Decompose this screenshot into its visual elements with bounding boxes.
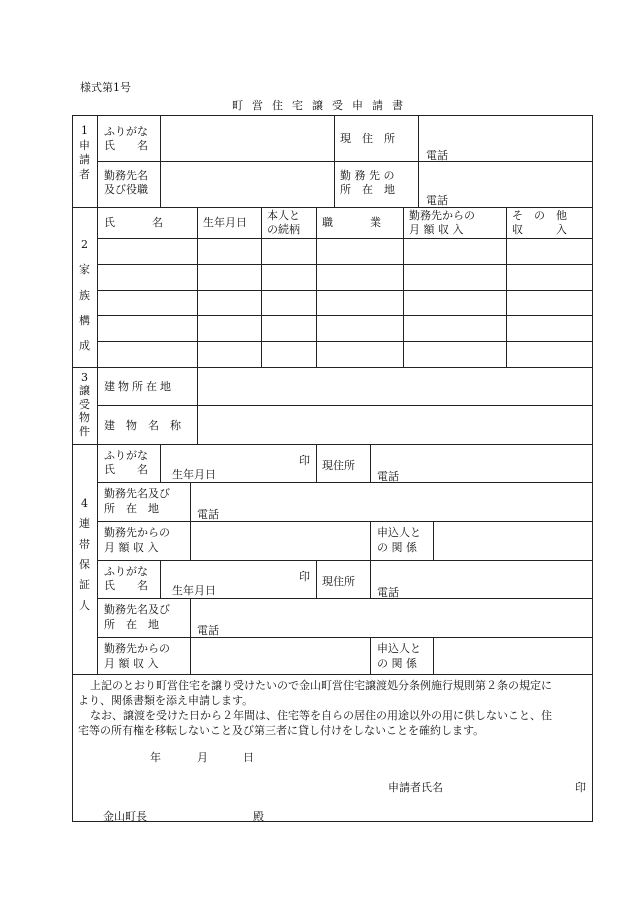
- g1-relation-label-2: の 関 係: [377, 541, 417, 554]
- g1-name-label: 氏 名: [104, 463, 148, 476]
- g2-income-label-2: 月 額 収 入: [104, 657, 159, 670]
- date-month: 月: [197, 751, 208, 764]
- family-col-4: [403, 207, 404, 367]
- applicant-col-2: [334, 115, 335, 207]
- section-1-text: 1 申 請 者: [79, 124, 90, 181]
- g2-rel-col-1: [370, 637, 371, 674]
- family-col-income-2: 月 額 収 入: [409, 223, 464, 236]
- declaration-line-3: なお、譲渡を受けた日から２年間は、住宅等を自らの居住の用途以外の用に供しないこと、住: [90, 709, 552, 722]
- applicant-work-phone-label: 電話: [426, 194, 448, 207]
- family-row-3: [97, 315, 593, 316]
- applicant-work-address-label-1: 勤 務 先 の: [340, 169, 395, 182]
- family-col-3: [316, 207, 317, 367]
- g2-address-label: 現住所: [322, 575, 355, 588]
- g2-income-label-1: 勤務先からの: [104, 642, 170, 655]
- declaration-line-4: 宅等の所有権を移転しないこと及び第三者に貸し付けをしないことを確約します。: [78, 724, 485, 737]
- applicant-furigana-label: ふりがな: [104, 125, 148, 138]
- g1-work-phone-label: 電話: [197, 508, 219, 521]
- g2-work-field[interactable]: [191, 599, 592, 636]
- applicant-signature-label: 申請者氏名: [388, 781, 443, 794]
- g2-address-field[interactable]: [371, 561, 592, 597]
- applicant-signature-field[interactable]: [448, 778, 572, 796]
- section-3-label: [72, 371, 97, 439]
- property-location-field[interactable]: [198, 368, 592, 404]
- declaration-line-2: より、関係書類を添え申請します。: [78, 694, 254, 707]
- g1-work-label-2: 所 在 地: [104, 502, 159, 515]
- family-col-5: [506, 207, 507, 367]
- date-day: 日: [243, 751, 254, 764]
- family-row-4: [97, 341, 593, 342]
- family-col-relation-1: 本人と: [267, 209, 300, 222]
- family-col-income-1: 勤務先からの: [409, 209, 475, 222]
- g2-work-label-1: 勤務先名及び: [104, 603, 170, 616]
- g1-work-label-1: 勤務先名及び: [104, 487, 170, 500]
- property-location-label: 建物所在地: [104, 380, 174, 393]
- section-1-label: [72, 124, 97, 182]
- family-row-2: [97, 290, 593, 291]
- divider-4: [72, 674, 593, 675]
- g1-income-label-1: 勤務先からの: [104, 526, 170, 539]
- section-2-text: 2 家 族 構 成: [79, 238, 90, 353]
- g2-income-field[interactable]: [191, 638, 369, 673]
- date-year: 年: [150, 751, 161, 764]
- g1-address-field[interactable]: [371, 445, 592, 481]
- family-col-other-2: 収 入: [512, 223, 567, 236]
- family-col-other-1: そ の 他: [512, 209, 567, 222]
- g2-address-col-1: [316, 560, 317, 598]
- g1-birth-label: 生年月日: [172, 468, 216, 481]
- g2-birth-label: 生年月日: [172, 584, 216, 597]
- applicant-phone-label: 電話: [426, 149, 448, 162]
- applicant-address-label: 現 住 所: [340, 132, 395, 145]
- g2-relation-label-1: 申込人と: [377, 642, 421, 655]
- family-row-1: [97, 264, 593, 265]
- g2-work-label-2: 所 在 地: [104, 618, 159, 631]
- divider-1: [72, 207, 593, 208]
- g2-name-label: 氏 名: [104, 579, 148, 592]
- g1-income-label-2: 月 額 収 入: [104, 541, 159, 554]
- applicant-employer-field[interactable]: [161, 162, 333, 206]
- section-3-text: 3 譲 受 物 件: [79, 371, 90, 438]
- applicant-position-label: 及び役職: [104, 183, 148, 196]
- g1-income-field[interactable]: [191, 522, 369, 559]
- g1-work-field[interactable]: [191, 483, 592, 520]
- family-col-1: [197, 207, 198, 367]
- addressee: 金山町長: [103, 810, 147, 823]
- family-col-relation-2: の続柄: [267, 223, 300, 236]
- family-header-divider: [97, 238, 593, 239]
- g1-rel-col-1: [370, 521, 371, 560]
- g2-relation-field[interactable]: [434, 638, 592, 673]
- section-4-text: 4 連 帯 保 証 人: [79, 497, 90, 612]
- family-col-name: 氏 名: [104, 216, 164, 229]
- honorific: 殿: [253, 810, 264, 823]
- declaration-line-1: 上記のとおり町営住宅を譲り受けたいので金山町営住宅譲渡処分条例施行規則第２条の規定に: [90, 679, 552, 692]
- g1-seal: 印: [299, 454, 310, 467]
- g2-seal: 印: [299, 570, 310, 583]
- applicant-name-label: 氏 名: [104, 139, 148, 152]
- applicant-employer-label: 勤務先名: [104, 169, 148, 182]
- family-col-2: [261, 207, 262, 367]
- family-col-job: 職 業: [322, 216, 382, 229]
- form-number: 様式第1号: [80, 81, 131, 94]
- property-name-field[interactable]: [198, 406, 592, 443]
- g2-relation-label-2: の 関 係: [377, 657, 417, 670]
- family-col-birth: 生年月日: [203, 216, 247, 229]
- g1-relation-label-1: 申込人と: [377, 526, 421, 539]
- g2-furigana-label: ふりがな: [104, 565, 148, 578]
- section-2-label: [72, 232, 97, 358]
- section-column-divider: [97, 115, 98, 674]
- g1-relation-field[interactable]: [434, 522, 592, 559]
- g2-phone-label: 電話: [377, 586, 399, 599]
- property-name-label: 建 物 名 称: [104, 419, 181, 432]
- applicant-name-field[interactable]: [161, 116, 333, 160]
- g1-phone-label: 電話: [377, 470, 399, 483]
- g1-furigana-label: ふりがな: [104, 449, 148, 462]
- page-title: 町営住宅譲受申請書: [232, 99, 412, 112]
- g2-work-phone-label: 電話: [197, 624, 219, 637]
- g1-address-col-1: [316, 444, 317, 482]
- applicant-work-address-label-2: 所 在 地: [340, 183, 395, 196]
- applicant-seal: 印: [575, 781, 586, 794]
- section-4-label: [72, 494, 97, 616]
- g1-address-label: 現住所: [322, 459, 355, 472]
